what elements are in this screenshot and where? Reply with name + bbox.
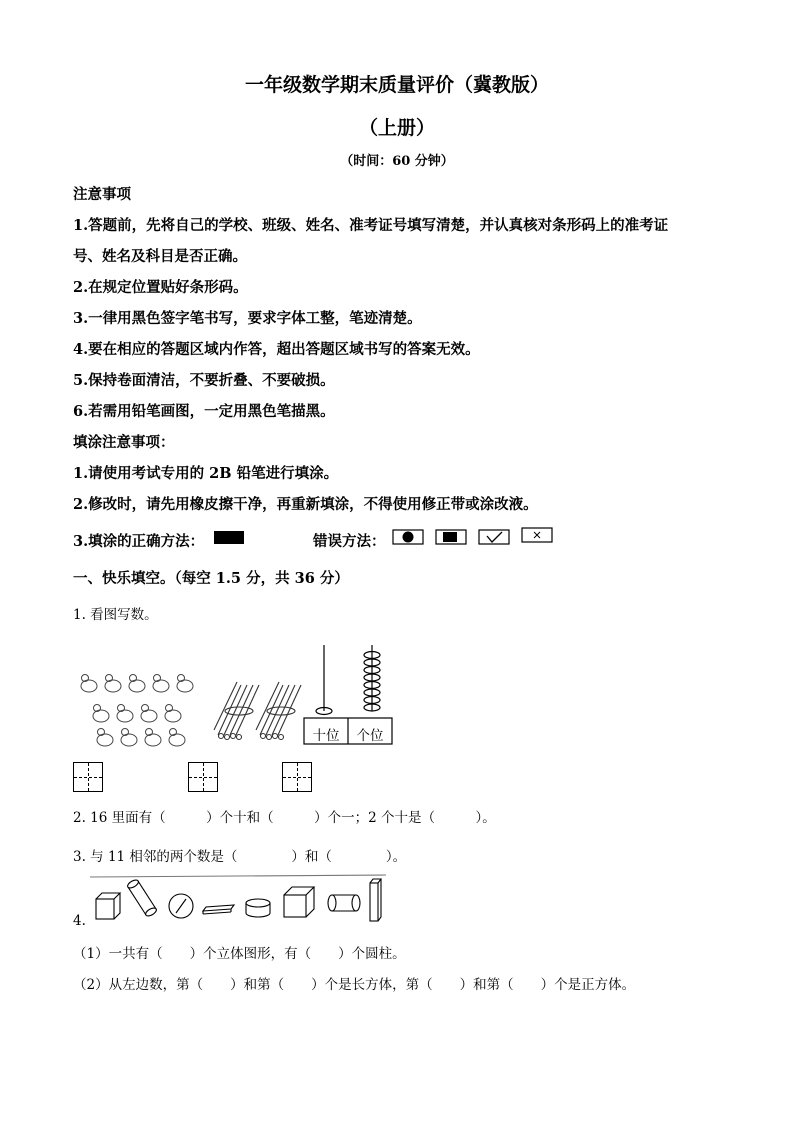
question-3: 3. 与 11 相邻的两个数是（ ）和（ ）。 <box>73 849 407 865</box>
page-title: 一年级数学期末质量评价（冀教版） <box>244 74 549 96</box>
answer-box-1[interactable] <box>73 762 103 792</box>
note-item: 6.若需用铅笔画图，一定用黑色笔描黑。 <box>73 403 335 420</box>
notes-heading: 注意事项 <box>73 186 131 203</box>
section1-heading: 一、快乐填空。（每空 1.5 分，共 36 分） <box>73 570 349 587</box>
note-item: 3.一律用黑色签字笔书写，要求字体工整，笔迹清楚。 <box>73 310 422 327</box>
wrong-method-label: 错误方法： <box>313 533 386 550</box>
page-subtitle: （上册） <box>358 117 435 139</box>
question-4: 4. <box>73 913 86 929</box>
correct-method-label: 3.填涂的正确方法： <box>73 533 205 550</box>
ducks-picture <box>75 670 203 752</box>
note-item: 4.要在相应的答题区域内作答，超出答题区域书写的答案无效。 <box>73 341 480 358</box>
fill-note-item: 2.修改时，请先用橡皮擦干净，再重新填涂，不得使用修正带或涂改液。 <box>73 496 538 513</box>
abacus-tens-label: 十位 <box>312 728 340 744</box>
answer-box-3[interactable] <box>282 762 312 792</box>
note-item: 号、姓名及科目是否正确。 <box>73 248 247 265</box>
abacus-ones-label: 个位 <box>356 728 384 744</box>
question-1: 1. 看图写数。 <box>73 607 158 623</box>
note-item: 2.在规定位置贴好条形码。 <box>73 279 248 296</box>
fill-notes-heading: 填涂注意事项： <box>73 434 175 451</box>
note-item: 5.保持卷面清洁，不要折叠、不要破损。 <box>73 372 335 389</box>
sticks-bundles-picture <box>213 680 305 742</box>
question-4-2: （2）从左边数，第（ ）和第（ ）个是长方体，第（ ）和第（ ）个是正方体。 <box>73 977 636 993</box>
fill-note-item: 1.请使用考试专用的 2B 铅笔进行填涂。 <box>73 465 339 482</box>
solids-picture <box>88 873 388 925</box>
exam-time: （时间：60 分钟） <box>340 154 454 169</box>
answer-box-2[interactable] <box>188 762 218 792</box>
note-item: 1.答题前，先将自己的学校、班级、姓名、准考证号填写清楚，并认真核对条形码上的准考证 <box>73 217 669 234</box>
wrong-fill-marks <box>390 527 560 547</box>
question-2: 2. 16 里面有（ ）个十和（ ）个一；2 个十是（ ）。 <box>73 810 496 826</box>
question-4-1: （1）一共有（ ）个立体图形，有（ ）个圆柱。 <box>73 946 406 962</box>
correct-fill-mark <box>214 531 244 544</box>
